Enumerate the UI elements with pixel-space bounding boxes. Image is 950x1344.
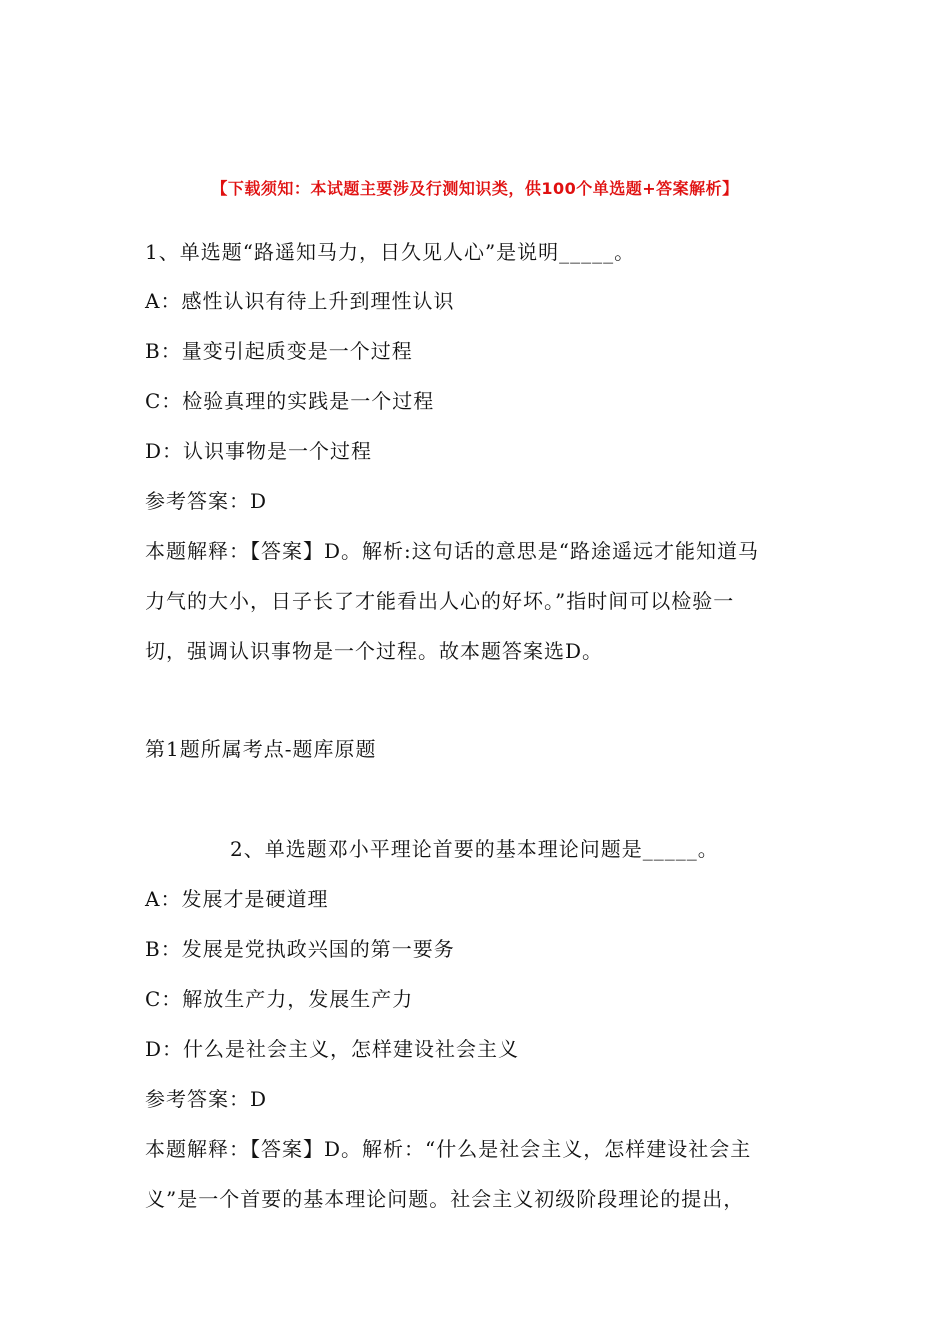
question-2-option-a: A：发展才是硬道理 [145,887,329,911]
question-1-option-a: A：感性认识有待上升到理性认识 [145,289,455,313]
question-1-answer: 参考答案：D [145,489,268,513]
question-2-explanation-line: 义”是一个首要的基本理论问题。社会主义初级阶段理论的提出， [145,1187,745,1211]
question-1-explanation-line: 切，强调认识事物是一个过程。故本题答案选D。 [145,639,604,663]
download-notice: 【下载须知：本试题主要涉及行测知识类，供100个单选题+答案解析】 [211,179,739,198]
question-1-explanation-line: 本题解释：【答案】D。解析:这句话的意思是“路途遥远才能知道马 [145,539,759,563]
question-2-option-d: D：什么是社会主义，怎样建设社会主义 [145,1037,520,1061]
question-1-source: 第1题所属考点-题库原题 [145,737,377,761]
question-1-option-c: C：检验真理的实践是一个过程 [145,389,435,413]
question-1-explanation-line: 力气的大小，日子长了才能看出人心的好坏。”指时间可以检验一 [145,589,735,613]
question-2-stem: 2、单选题邓小平理论首要的基本理论问题是_____。 [230,837,719,861]
question-2-option-c: C：解放生产力，发展生产力 [145,987,414,1011]
question-1-stem: 1、单选题“路遥知马力，日久见人心”是说明_____。 [145,240,636,264]
question-2-option-b: B：发展是党执政兴国的第一要务 [145,937,455,961]
question-2-answer: 参考答案：D [145,1087,268,1111]
question-1-option-d: D：认识事物是一个过程 [145,439,373,463]
question-1-option-b: B：量变引起质变是一个过程 [145,339,413,363]
question-2-explanation-line: 本题解释：【答案】D。解析：“什么是社会主义，怎样建设社会主 [145,1137,752,1161]
